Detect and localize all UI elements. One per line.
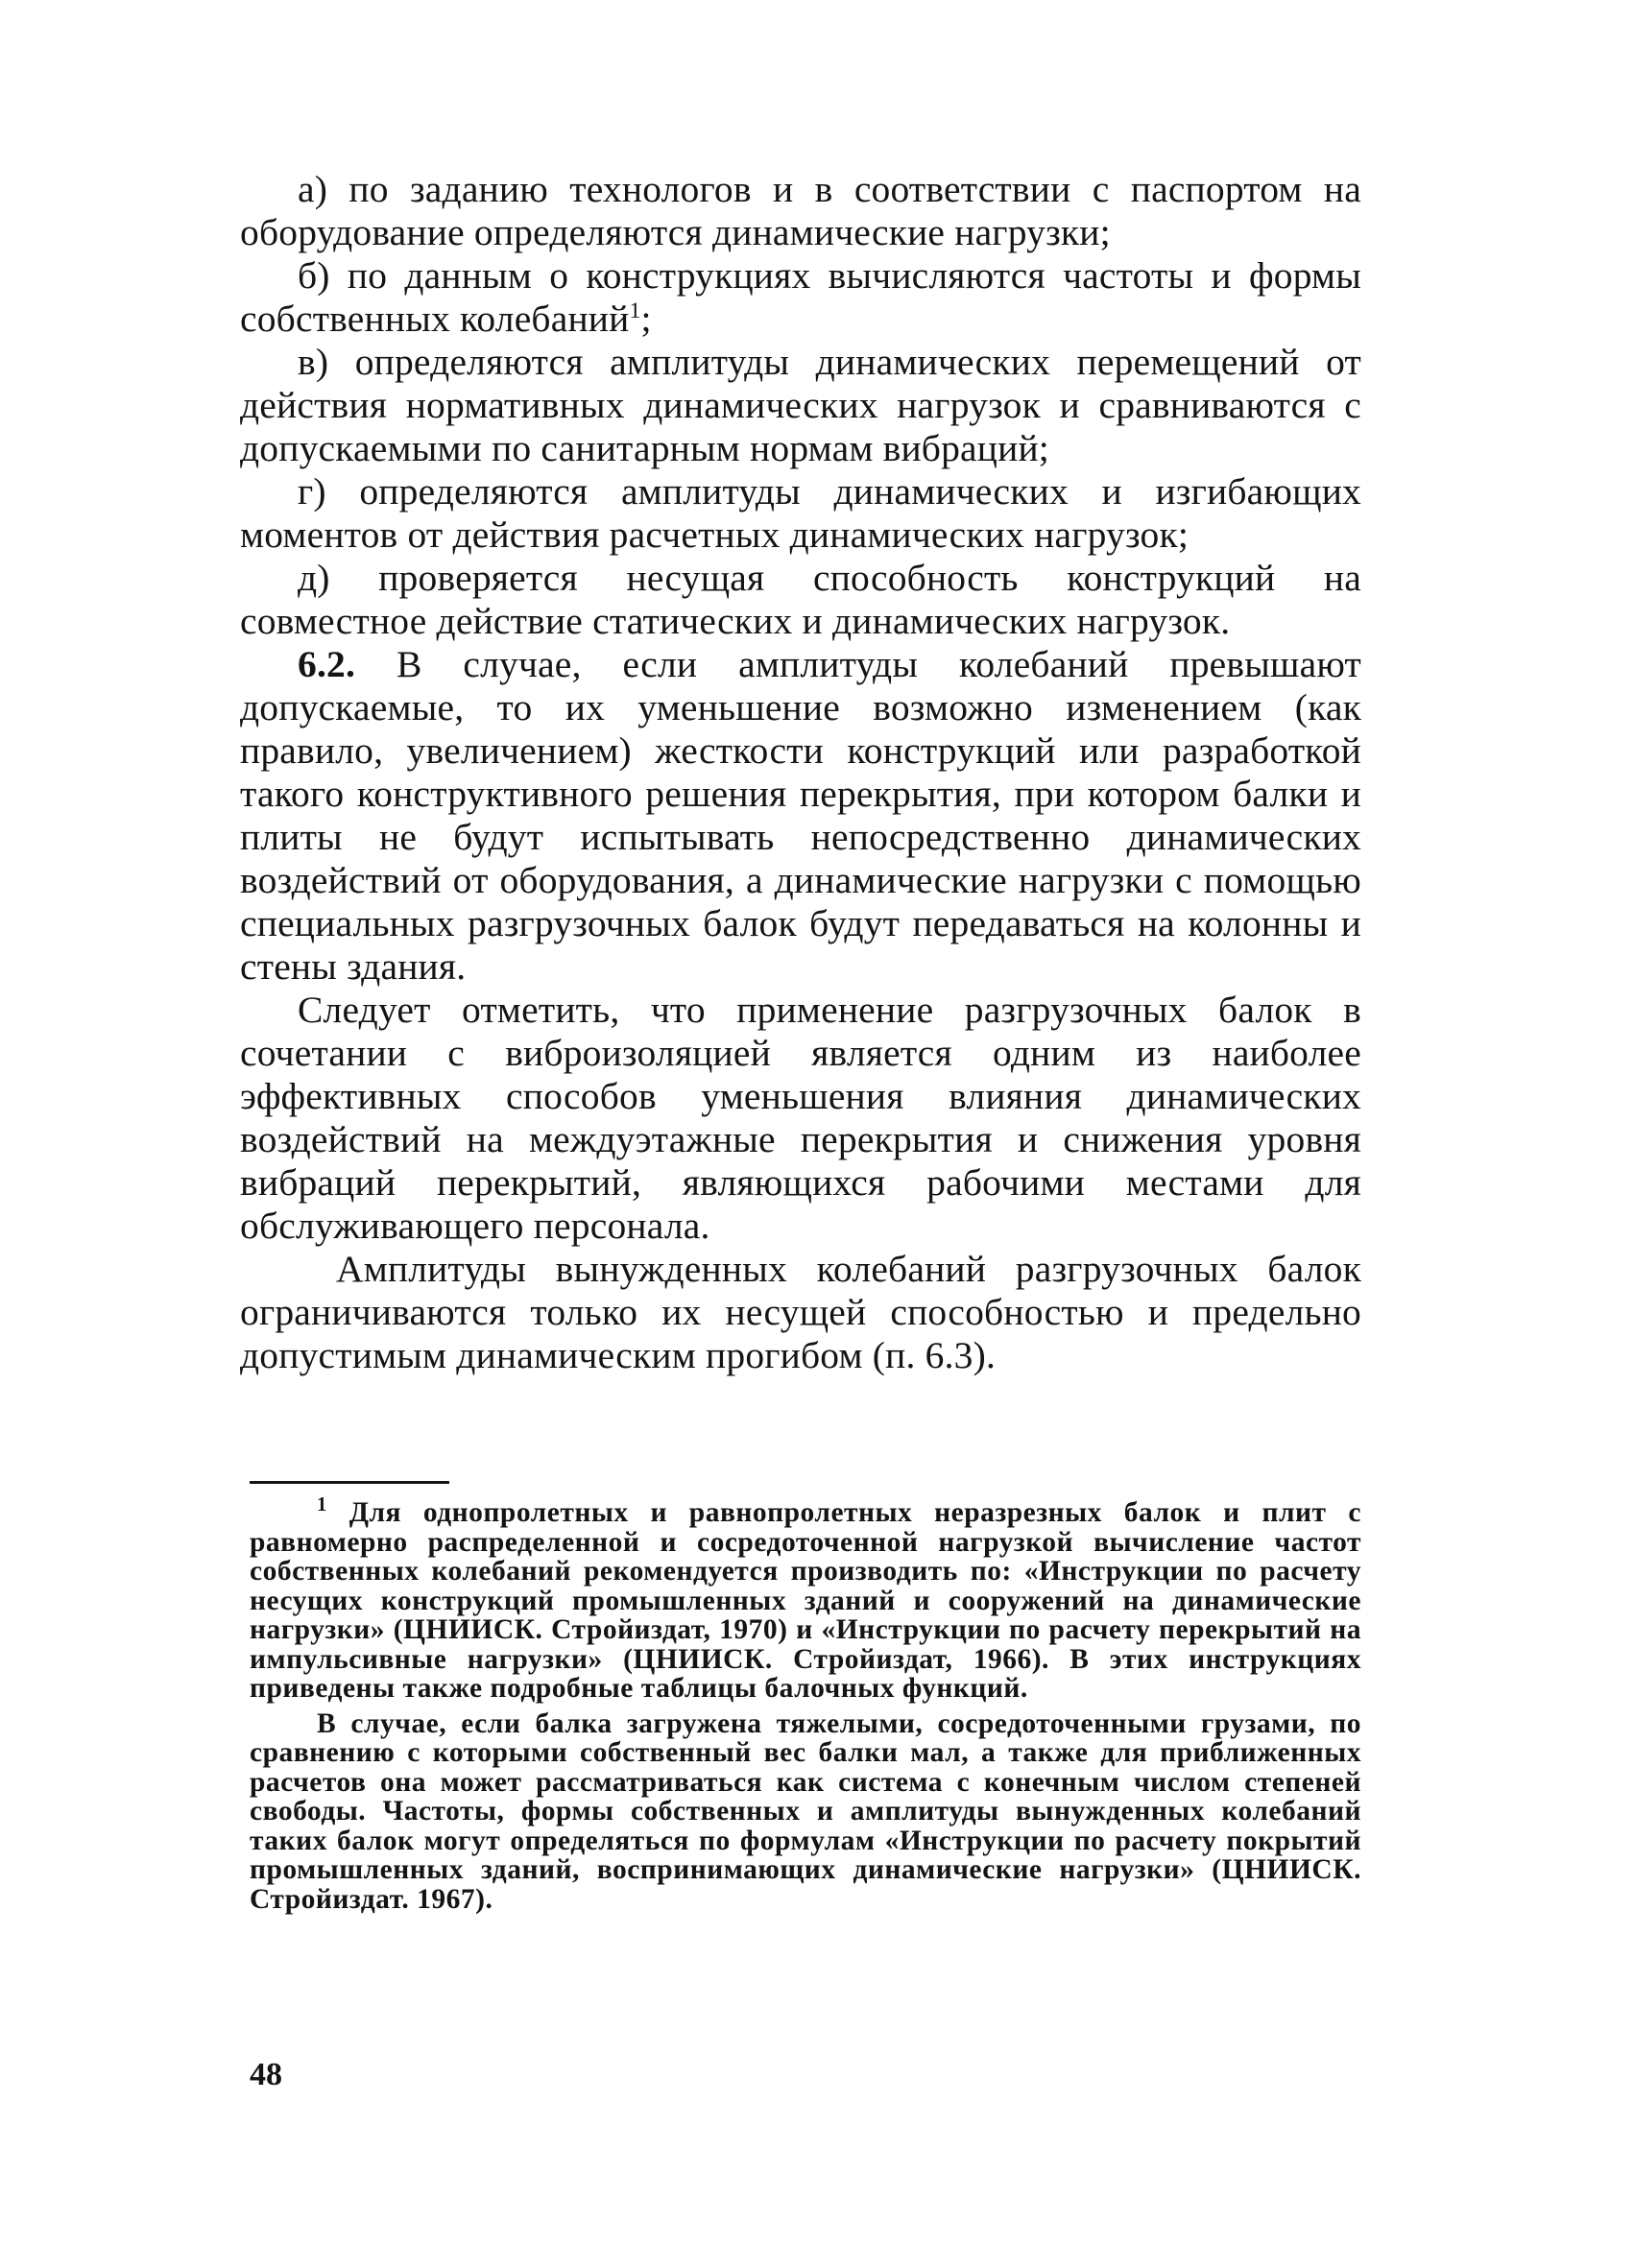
footnote-1 (250, 1494, 1361, 1704)
page-number: 48 (250, 2057, 282, 2092)
footnote-separator (250, 1481, 449, 1484)
footnote-ref: 1 (629, 298, 641, 323)
footnote-1-text: Для однопролетных и равнопролетных неразрезных балок и плит с равномерно распределенной и сосредоточенной нагрузкой вычисление частот собственных колебаний рекомендуется производить по: «Инструкции по расчету несущих конструкций промышленных зданий и сооружений на динамические нагрузки» (ЦНИИСК. Стройиздат, 1970) и «Инструкции по расчету перекрытий на импульсивные нагрузки» (ЦНИИСК. Стройиздат, 1966). В этих инструкциях приведены также подробные таблицы балочных функций. (250, 1497, 1361, 1704)
main-text (240, 168, 1361, 1377)
paragraph-b-end: ; (640, 298, 652, 340)
paragraph-d: д) проверяется несущая способность конструкций на совместное действие статических и динамических нагрузок. (240, 557, 1361, 642)
section-6-2 (240, 643, 1361, 989)
footnotes (250, 1494, 1361, 1915)
footnote-2: В случае, если балка загружена тяжелыми, сосредоточенными грузами, по сравнению с которыми собственный вес балки мал, а также для приближенных расчетов она может рассматриваться как система с конечным числом степеней свободы. Частоты, формы собственных и амплитуды вынужденных колебаний таких балок могут определяться по формулам «Инструкции по расчету покрытий промышленных зданий, воспринимающих динамические нагрузки» (ЦНИИСК. Стройиздат. 1967). (250, 1707, 1361, 1915)
section-number: 6.2. (298, 643, 356, 685)
paragraph-amplitudes: Амплитуды вынужденных колебаний разгрузочных балок ограничиваются только их несущей способностью и предельно допустимым динамическим прогибом (п. 6.3). (240, 1248, 1361, 1376)
paragraph-note: Следует отметить, что применение разгрузочных балок в сочетании с виброизоляцией является одним из наиболее эффективных способов уменьшения влияния динамических воздействий на междуэтажные перекрытия и снижения уровня вибраций перекрытий, являющихся рабочими местами для обслуживающего персонала. (240, 989, 1361, 1247)
paragraph-b (240, 254, 1361, 341)
paragraph-v: в) определяются амплитуды динамических перемещений от действия нормативных динамических нагрузок и сравниваются с допускаемыми по санитарным нормам вибраций; (240, 341, 1361, 469)
footnote-mark: 1 (317, 1494, 327, 1516)
paragraph-b-text: б) по данным о конструкциях вычисляются частоты и формы собственных колебаний (240, 254, 1361, 340)
document-page (240, 168, 1361, 2092)
paragraph-g: г) определяются амплитуды динамических и изгибающих моментов от действия расчетных динамических нагрузок; (240, 470, 1361, 556)
section-text: В случае, если амплитуды колебаний превышают допускаемые, то их уменьшение возможно изменением (как правило, увеличением) жесткости конструкций или разработкой такого конструктивного решения перекрытия, при котором балки и плиты не будут испытывать непосредственно динамических воздействий от оборудования, а динамические нагрузки с помощью специальных разгрузочных балок будут передаваться на колонны и стены здания. (240, 643, 1361, 988)
paragraph-a: а) по заданию технологов и в соответствии с паспортом на оборудование определяются динамические нагрузки; (240, 168, 1361, 253)
